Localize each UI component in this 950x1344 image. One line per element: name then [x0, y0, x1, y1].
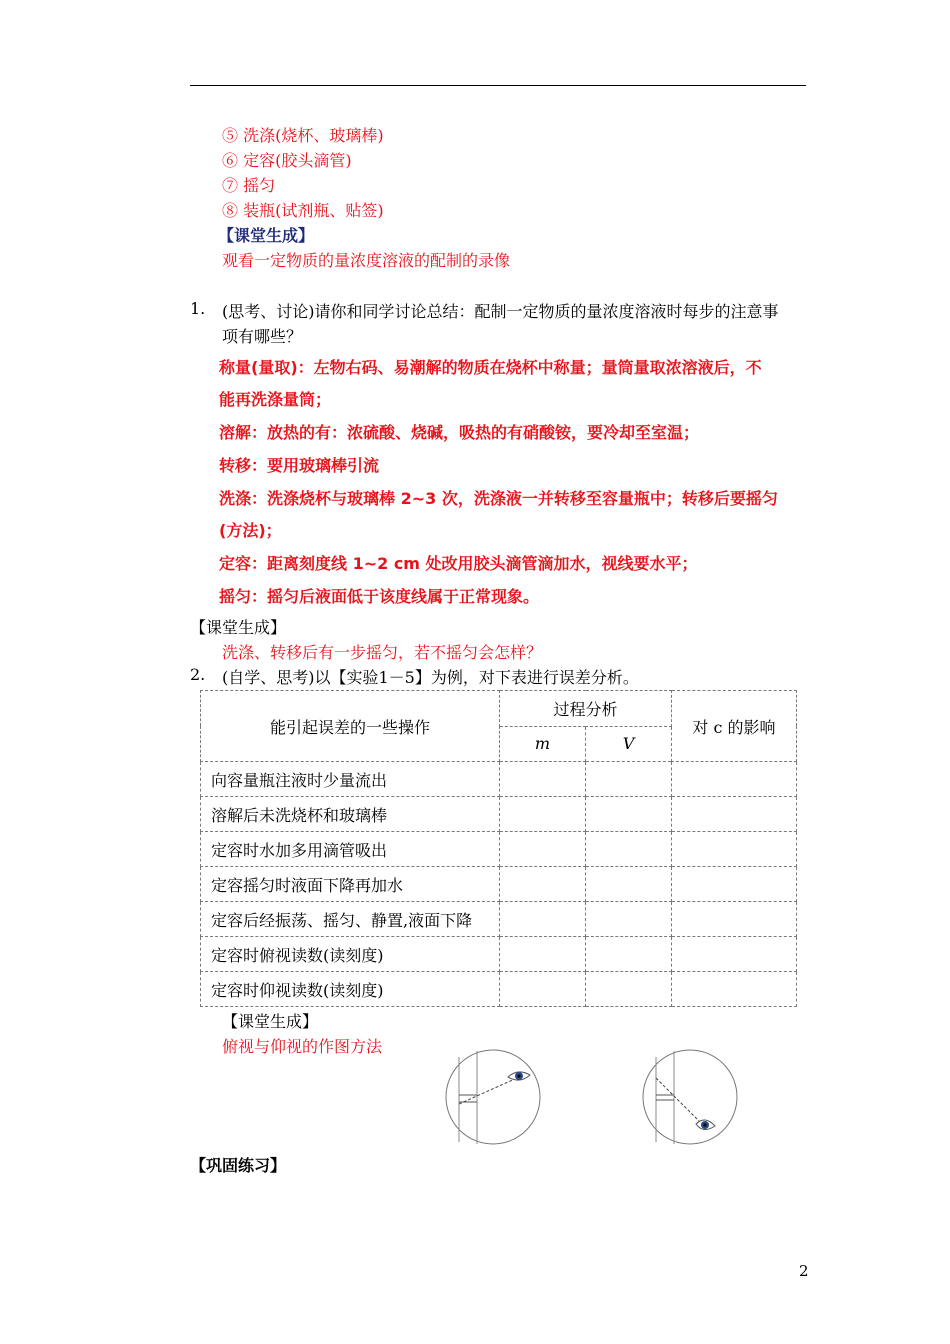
answer-washing-2: (方法)； [219, 521, 282, 540]
row-operation: 溶解后未洗烧杯和玻璃棒 [201, 797, 500, 832]
table-row [201, 867, 797, 902]
section-heading-2: 【课堂生成】 [190, 618, 287, 637]
table-row [201, 762, 797, 797]
cell-effect [672, 832, 797, 867]
table-row [201, 937, 797, 972]
cell-effect [672, 797, 797, 832]
answer-weighing-1: 称量(量取)：左物右码、易潮解的物质在烧杯中称量；量筒量取浓溶液后，不 [219, 358, 762, 377]
step-8: ⑧ 装瓶(试剂瓶、贴签) [222, 201, 384, 220]
table-row [201, 902, 797, 937]
section-text-3: 俯视与仰视的作图方法 [222, 1037, 383, 1056]
cell-v [586, 902, 672, 937]
looking-up-diagram [641, 1048, 739, 1146]
row-operation: 定容后经振荡、摇匀、静置,液面下降 [201, 902, 500, 937]
cell-effect [672, 937, 797, 972]
answer-washing-1: 洗涤：洗涤烧杯与玻璃棒 2~3 次，洗涤液一并转移至容量瓶中；转移后要摇匀 [219, 489, 778, 508]
cell-effect [672, 762, 797, 797]
diagram-circle [446, 1050, 540, 1144]
table-row [201, 972, 797, 1007]
sight-line [459, 1078, 517, 1104]
section-text-1: 观看一定物质的量浓度溶液的配制的录像 [222, 251, 511, 270]
answer-shaking: 摇匀：摇匀后液面低于该度线属于正常现象。 [219, 587, 540, 606]
question-2-text: (自学、思考)以【实验1－5】为例，对下表进行误差分析。 [222, 668, 639, 687]
cell-m [500, 867, 586, 902]
cell-v [586, 762, 672, 797]
section-heading-1: 【课堂生成】 [218, 226, 315, 245]
table-row [201, 797, 797, 832]
consolidation-heading: 【巩固练习】 [190, 1156, 287, 1175]
answer-transfer: 转移：要用玻璃棒引流 [219, 456, 380, 475]
page-number: 2 [799, 1262, 809, 1280]
cell-v [586, 797, 672, 832]
header-m: m [500, 726, 586, 762]
error-analysis-table [200, 690, 797, 1007]
step-6: ⑥ 定容(胶头滴管) [222, 151, 352, 170]
section-heading-3: 【课堂生成】 [222, 1012, 319, 1031]
section-text-2: 洗涤、转移后有一步摇匀，若不摇匀会怎样？ [222, 643, 543, 662]
cell-v [586, 832, 672, 867]
header-rule [190, 85, 806, 86]
cell-effect [672, 972, 797, 1007]
row-operation: 定容时仰视读数(读刻度) [201, 972, 500, 1007]
header-v: V [586, 726, 672, 762]
cell-v [586, 972, 672, 1007]
cell-v [586, 937, 672, 972]
cell-m [500, 902, 586, 937]
header-operations: 能引起误差的一些操作 [201, 691, 500, 762]
answer-constant-volume: 定容：距离刻度线 1~2 cm 处改用胶头滴管滴加水，视线要水平； [219, 554, 698, 573]
question-2-number: 2. [190, 665, 206, 684]
cell-effect [672, 902, 797, 937]
cell-m [500, 797, 586, 832]
question-1-line2: 项有哪些？ [222, 327, 303, 346]
answer-dissolving: 溶解：放热的有：浓硫酸、烧碱，吸热的有硝酸铵，要冷却至室温； [219, 423, 700, 442]
answer-weighing-2: 能再洗涤量筒； [219, 390, 332, 409]
header-process-analysis: 过程分析 [500, 691, 672, 727]
table-row [201, 832, 797, 867]
looking-down-diagram [444, 1048, 542, 1146]
cell-m [500, 762, 586, 797]
cell-m [500, 937, 586, 972]
row-operation: 定容时俯视读数(读刻度) [201, 937, 500, 972]
row-operation: 向容量瓶注液时少量流出 [201, 762, 500, 797]
cell-m [500, 832, 586, 867]
cell-effect [672, 867, 797, 902]
eye-icon [696, 1120, 715, 1130]
cell-v [586, 867, 672, 902]
step-5: ⑤ 洗涤(烧杯、玻璃棒) [222, 126, 384, 145]
header-effect-on-c: 对 c 的影响 [672, 691, 797, 762]
eye-icon [508, 1072, 530, 1080]
question-1-line1: (思考、讨论)请你和同学讨论总结：配制一定物质的量浓度溶液时每步的注意事 [222, 302, 779, 321]
row-operation: 定容摇匀时液面下降再加水 [201, 867, 500, 902]
diagram-circle [643, 1050, 737, 1144]
step-7: ⑦ 摇匀 [222, 176, 276, 195]
question-1-number: 1. [190, 299, 206, 318]
cell-m [500, 972, 586, 1007]
row-operation: 定容时水加多用滴管吸出 [201, 832, 500, 867]
